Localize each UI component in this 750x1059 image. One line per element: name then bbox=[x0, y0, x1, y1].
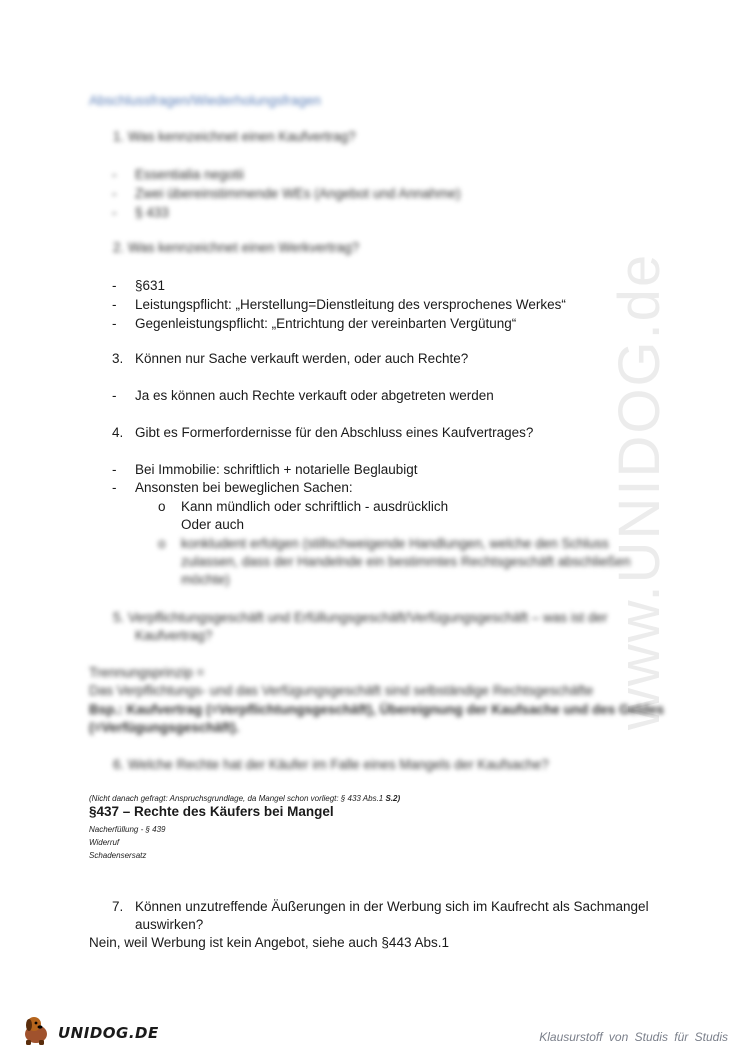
q1-bullet: § 433 bbox=[135, 205, 169, 220]
q5-answer-bold: (=Verfügungsgeschäft). bbox=[89, 720, 240, 735]
question-3: Können nur Sache verkauft werden, oder auch Rechte? bbox=[135, 351, 469, 366]
q5-answer: Trennungsprinzip = bbox=[89, 665, 205, 680]
question-2: 2. Was kennzeichnet einen Werkvertrag? bbox=[113, 240, 360, 255]
q2-bullet: Leistungspflicht: „Herstellung=Dienstleitung des versprochenes Werkes“ bbox=[135, 297, 566, 312]
q5-answer: Das Verpflichtungs- und das Verfügungsgeschäft sind selbständige Rechtsgeschäfte bbox=[89, 683, 594, 698]
q6-item: Widerruf bbox=[89, 838, 120, 847]
bullet-dash: - bbox=[112, 388, 117, 403]
question-7: Können unzutreffende Äußerungen in der Werbung sich im Kaufrecht als Sachmangel bbox=[135, 899, 649, 914]
question-6: 6. Welche Rechte hat der Käufer im Falle eines Mangels der Kaufsache? bbox=[113, 757, 549, 772]
question-5: 5. Verpflichtungsgeschäft und Erfüllungsgeschäft/Verfügungsgeschäft – was ist der bbox=[113, 610, 608, 625]
q6-item: Nacherfüllung - § 439 bbox=[89, 825, 166, 834]
bullet-dash: - bbox=[112, 316, 117, 331]
bullet-dash: - bbox=[112, 186, 117, 201]
bullet-dash: - bbox=[112, 205, 117, 220]
bullet-dash: - bbox=[112, 278, 117, 293]
question-5-cont: Kaufvertrag? bbox=[135, 628, 213, 643]
q6-note-text: (Nicht danach gefragt: Anspruchsgrundlage, da Mangel schon vorliegt: § 433 Abs.1 bbox=[89, 794, 384, 803]
question-1: 1. Was kennzeichnet einen Kaufvertrag? bbox=[113, 129, 356, 144]
q7-answer: Nein, weil Werbung ist kein Angebot, siehe auch §443 Abs.1 bbox=[89, 935, 449, 950]
bullet-dash: - bbox=[112, 462, 117, 477]
question-7-cont: auswirken? bbox=[135, 917, 204, 932]
sub-bullet-marker: o bbox=[158, 536, 166, 551]
q3-answer: Ja es können auch Rechte verkauft oder abgetreten werden bbox=[135, 388, 494, 403]
footer-tagline: Klausurstoff von Studis für Studis bbox=[539, 1030, 728, 1044]
sub-bullet-marker: o bbox=[158, 499, 166, 514]
bullet-dash: - bbox=[112, 480, 117, 495]
bullet-dash: - bbox=[112, 297, 117, 312]
watermark: www.UNIDOG.de bbox=[607, 252, 672, 730]
unidog-logo bbox=[22, 1012, 159, 1048]
page-heading: Abschlussfragen/Wiederholungsfragen bbox=[89, 93, 321, 108]
q4-sub-bullet-cont: Oder auch bbox=[181, 517, 245, 532]
q6-note-bold: S.2) bbox=[385, 794, 401, 803]
q4-bullet: Ansonsten bei beweglichen Sachen: bbox=[135, 480, 353, 495]
section-title: §437 – Rechte des Käufers bei Mangel bbox=[89, 804, 334, 819]
q5-answer-bold: Bsp.: Kaufvertrag (=Verpflichtungsgeschäft), Übereignung der Kaufsache und des Geldes bbox=[89, 702, 664, 717]
question-4: Gibt es Formerfordernisse für den Abschluss eines Kaufvertrages? bbox=[135, 425, 534, 440]
q4-bullet: Bei Immobilie: schriftlich + notarielle Beglaubigt bbox=[135, 462, 418, 477]
logo-text: UNIDOG.DE bbox=[58, 1024, 159, 1042]
q2-bullet: Gegenleistungspflicht: „Entrichtung der vereinbarten Vergütung“ bbox=[135, 316, 517, 331]
q1-bullet: Zwei übereinstimmende WEs (Angebot und Annahme) bbox=[135, 186, 461, 201]
q4-sub-bullet-2: möchte) bbox=[181, 572, 230, 587]
question-3-number: 3. bbox=[112, 351, 124, 366]
question-7-number: 7. bbox=[112, 899, 124, 914]
q4-sub-bullet-2: zulassen, dass der Handelnde ein bestimmtes Rechtsgeschäft abschließen bbox=[181, 554, 631, 569]
question-4-number: 4. bbox=[112, 425, 124, 440]
q4-sub-bullet-2: konkludent erfolgen (stillschweigende Handlungen, welche den Schluss bbox=[181, 536, 609, 551]
q6-item: Schadensersatz bbox=[89, 851, 147, 860]
q4-sub-bullet: Kann mündlich oder schriftlich - ausdrücklich bbox=[181, 499, 449, 514]
q1-bullet: Essentialia negotii bbox=[135, 167, 244, 182]
q2-bullet: §631 bbox=[135, 278, 166, 293]
bullet-dash: - bbox=[112, 167, 117, 182]
